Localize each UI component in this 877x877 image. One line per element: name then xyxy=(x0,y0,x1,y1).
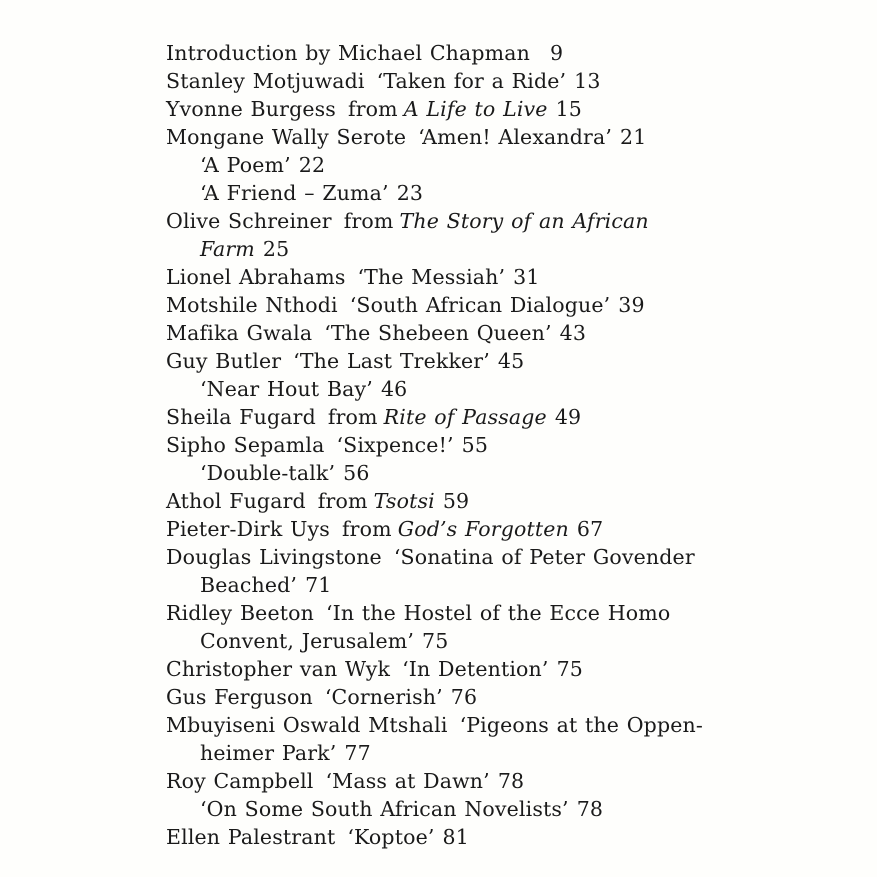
entry-page-number: 78 xyxy=(497,769,525,793)
entry-from-label: from xyxy=(317,489,368,513)
toc-entry xyxy=(166,515,856,543)
entry-page-number: 49 xyxy=(554,405,582,429)
entry-title: God’s Forgotten xyxy=(397,517,569,541)
entry-page-number: 81 xyxy=(442,825,469,849)
toc-entry xyxy=(166,319,856,347)
entry-title: Farm xyxy=(200,237,255,261)
entry-page-number: 21 xyxy=(620,125,647,149)
entry-from-label: from xyxy=(347,97,398,121)
toc-entry xyxy=(166,39,856,67)
entry-title: ‘Sixpence!’ xyxy=(336,433,454,457)
entry-title: ‘A Friend – Zuma’ xyxy=(200,181,389,205)
entry-page-number: 75 xyxy=(422,629,449,653)
entry-title: ‘Koptoe’ xyxy=(347,825,435,849)
entry-page-number: 67 xyxy=(576,517,604,541)
entry-title: ‘Near Hout Bay’ xyxy=(200,377,373,401)
toc-entry xyxy=(166,459,856,487)
toc-entry xyxy=(166,179,856,207)
entry-page-number: 78 xyxy=(576,797,604,821)
entry-title: ‘Double-talk’ xyxy=(200,461,336,485)
toc-entry xyxy=(166,375,856,403)
entry-page-number: 39 xyxy=(618,293,645,317)
entry-title: ‘Amen! Alexandra’ xyxy=(418,125,613,149)
entry-page-number: 13 xyxy=(574,69,601,93)
entry-page-number: 43 xyxy=(559,321,587,345)
entry-author: Yvonne Burgess xyxy=(166,97,336,121)
entry-title: ‘The Messiah’ xyxy=(357,265,506,289)
toc-entry xyxy=(166,347,856,375)
entry-page-number: 56 xyxy=(343,461,370,485)
entry-author: Athol Fugard xyxy=(166,489,306,513)
entry-author: Motshile Nthodi xyxy=(166,293,338,317)
toc-entry xyxy=(166,543,856,571)
entry-page-number: 76 xyxy=(450,685,478,709)
entry-author: Olive Schreiner xyxy=(166,209,332,233)
table-of-contents xyxy=(166,39,856,851)
entry-title: The Story of an African xyxy=(399,209,649,233)
entry-from-label: from xyxy=(341,517,392,541)
entry-page-number: 46 xyxy=(380,377,408,401)
entry-author: Ellen Palestrant xyxy=(166,825,336,849)
toc-entry xyxy=(166,655,856,683)
entry-page-number: 25 xyxy=(262,237,290,261)
toc-entry xyxy=(166,599,856,627)
toc-entry xyxy=(166,123,856,151)
toc-entry xyxy=(166,739,856,767)
toc-entry xyxy=(166,795,856,823)
entry-page-number: 77 xyxy=(344,741,371,765)
toc-entry xyxy=(166,291,856,319)
entry-title: ‘The Shebeen Queen’ xyxy=(324,321,552,345)
entry-title: Beached’ xyxy=(200,573,298,597)
entry-title: ‘Sonatina of Peter Govender xyxy=(393,545,695,569)
toc-entry xyxy=(166,67,856,95)
entry-page-number: 23 xyxy=(396,181,424,205)
entry-author: Lionel Abrahams xyxy=(166,265,346,289)
entry-author: Pieter-Dirk Uys xyxy=(166,517,330,541)
toc-entry xyxy=(166,431,856,459)
toc-entry xyxy=(166,403,856,431)
toc-entry xyxy=(166,151,856,179)
entry-title: Convent, Jerusalem’ xyxy=(200,629,415,653)
entry-title: ‘The Last Trekker’ xyxy=(293,349,490,373)
entry-title: ‘In Detention’ xyxy=(402,657,549,681)
entry-title: Tsotsi xyxy=(373,489,435,513)
entry-page-number: 22 xyxy=(298,153,326,177)
entry-page-number: 71 xyxy=(305,573,332,597)
toc-entry xyxy=(166,767,856,795)
toc-entry xyxy=(166,711,856,739)
toc-entry xyxy=(166,823,856,851)
entry-page-number: 75 xyxy=(556,657,583,681)
toc-entry xyxy=(166,627,856,655)
entry-title: ‘Cornerish’ xyxy=(324,685,443,709)
entry-author: Christopher van Wyk xyxy=(166,657,391,681)
entry-title: heimer Park’ xyxy=(200,741,337,765)
entry-page-number: 45 xyxy=(497,349,525,373)
entry-title: A Life to Live xyxy=(403,97,548,121)
entry-page-number: 15 xyxy=(555,97,582,121)
entry-author: Mongane Wally Serote xyxy=(166,125,407,149)
entry-author: Mbuyiseni Oswald Mtshali xyxy=(166,713,448,737)
entry-page-number: 31 xyxy=(513,265,540,289)
entry-title: ‘On Some South African Novelists’ xyxy=(200,797,569,821)
entry-title: ‘A Poem’ xyxy=(200,153,291,177)
toc-entry xyxy=(166,95,856,123)
entry-from-label: from xyxy=(343,209,394,233)
toc-entry xyxy=(166,571,856,599)
entry-author: Ridley Beeton xyxy=(166,601,314,625)
entry-title: ‘In the Hostel of the Ecce Homo xyxy=(325,601,671,625)
entry-author: Sheila Fugard xyxy=(166,405,316,429)
entry-author: Stanley Motjuwadi xyxy=(166,69,365,93)
toc-entry xyxy=(166,263,856,291)
toc-entry xyxy=(166,207,856,235)
entry-author: Sipho Sepamla xyxy=(166,433,325,457)
entry-page-number: 9 xyxy=(549,41,564,65)
entry-title: ‘Taken for a Ride’ xyxy=(376,69,567,93)
entry-author: Guy Butler xyxy=(166,349,282,373)
toc-entry xyxy=(166,235,856,263)
entry-title: ‘Mass at Dawn’ xyxy=(325,769,490,793)
entry-author: Introduction by Michael Chapman xyxy=(166,41,530,65)
toc-entry xyxy=(166,683,856,711)
entry-author: Roy Campbell xyxy=(166,769,314,793)
entry-title: ‘South African Dialogue’ xyxy=(349,293,611,317)
entry-author: Mafika Gwala xyxy=(166,321,313,345)
entry-page-number: 59 xyxy=(442,489,470,513)
toc-entry xyxy=(166,487,856,515)
entry-title: ‘Pigeons at the Oppen- xyxy=(459,713,703,737)
entry-author: Douglas Livingstone xyxy=(166,545,382,569)
entry-title: Rite of Passage xyxy=(383,405,547,429)
entry-page-number: 55 xyxy=(461,433,489,457)
entry-author: Gus Ferguson xyxy=(166,685,313,709)
entry-from-label: from xyxy=(327,405,378,429)
